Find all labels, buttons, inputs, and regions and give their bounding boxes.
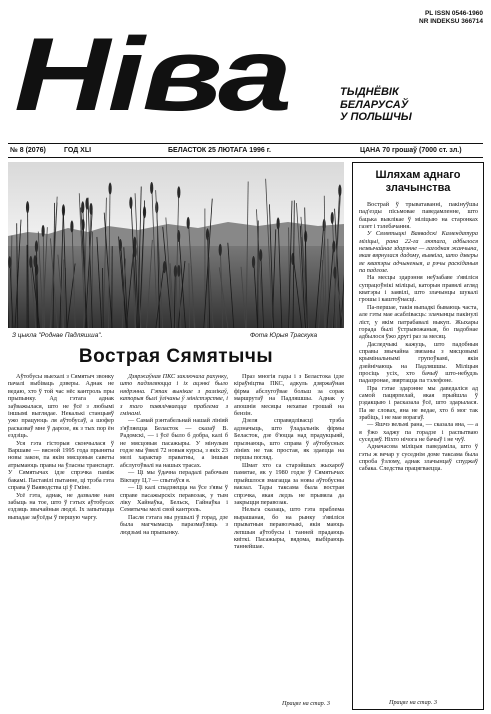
issn-number: PL ISSN 0546-1960 — [424, 10, 483, 17]
sidebar-headline — [353, 169, 483, 195]
reed-head — [35, 241, 38, 253]
sidebar-paragraph: У Сямятыцкі Ваявадскі Камендатура міліцыі, рана 22-га лютага, адбылося незвычайнае здарэнне — лагодная жанчына, якая вярнулася дадому, выявіла, што дзверы яе кватэры адчыненыя, а рэчы раскіданыя па падлозе. — [359, 230, 478, 275]
reed-head — [219, 244, 222, 256]
sidebar-paragraph: Адначасова міліцыя паведаміла, што ў гэты ж вечар у суседнім доме таксама была спроба ўзлому, аднак злачынцаў спуджаў сабака. Следства працягваецца. — [359, 443, 478, 473]
reed-head — [42, 225, 45, 237]
sidebar-paragraph: Па-першае, такія выпадкі бываюць часта, але гэты мае асаблівасць: злачынцы пакінулі ліст, у якім патрабавалі выкуп. Жыхары горада былі ўстрывожаныя, бо падобнае адбылося ўжо другі раз за месяц. — [359, 303, 478, 341]
issn-block — [419, 10, 483, 26]
sidebar-paragraph: Пра гэтае здарэнне мы даведаліся ад самой пацярпелай, якая прыйшла ў рэдакцыю і расказала ўсё, што здарылася. Па яе словах, яна не ведае, хто б мог так зрабіць, і не мае ворагаў. — [359, 384, 478, 421]
issue-date: БЕЛАСТОК 25 ЛЮТАГА 1996 г. — [168, 147, 271, 154]
sidebar-article — [352, 162, 484, 710]
front-photo — [8, 162, 344, 328]
tagline-line: У ПОЛЬШЧЫ — [340, 111, 412, 123]
reed-head — [177, 186, 180, 198]
photo-credit: Фота Юрыя Траскука — [250, 332, 318, 339]
sidebar-headline-line: Шляхам аднаго — [375, 169, 461, 181]
reed-head — [29, 256, 32, 268]
article-paragraph: — Самай рэнтабельнай нашай лініяй з'яўляецца Беласток — сказаў В. Радомскі, — і ўсё было б добра, калі б не мясцовыя пасажыры. У мінулым годзе мы ўвялі 72 новыя курсы, з якіх 23 мелі характар праватны, а іншыя абслугоўвалі на нашых трасах. — [120, 417, 228, 469]
reed-head — [174, 265, 177, 277]
article-column-2 — [120, 373, 228, 709]
tagline-line: ТЫДНЁВІК — [340, 86, 399, 98]
reed-head — [277, 217, 280, 229]
article-paragraph: Дзяржаўная ПКС заключала рахунку, што падзяляюцца і іх ацэнкі было нядрэнна. Гэтак вынікае з разлікаў, каторыя былі ўлічаны ў міністэрстве, і з таго павялічваецца праблема з гмінамі. — [120, 373, 228, 418]
sidebar-paragraph: — Яшчэ вельмі рана, — сказала яна, — а я ўжо хаджу па горадзе і распытваю суседзяў. Ніхто нічога не бачыў і не чуў. — [359, 421, 478, 443]
reed-head — [331, 212, 334, 224]
reed-head — [109, 183, 112, 195]
reed-head — [252, 256, 255, 268]
article-paragraph: — Ці мы ўдачна перадалі рабочым Віктару Ц.? — спытаўся я. — [120, 469, 228, 484]
index-number: NR INDEKSU 366714 — [419, 18, 483, 25]
tagline — [340, 86, 412, 124]
sidebar-paragraph: На месцы здарэння неўзабаве з'явіліся супрацоўнікі міліцыі, каторыя правялі агляд кватэры і заявілі, што злачынцы шукалі грошы і каштоўнасці. — [359, 274, 478, 304]
article-paragraph: Уся гэта гісторыя скончылася ў Варшаве — вясной 1995 года прыняты новы закон, па якім мясцовыя саветы атрымаюць правы на ўласны транспарт. У Сямятычах ідзе спрэчка паміж бакамі. Паставілі пытанне, ці трэба гэта справа ў Ваяводства ці ў Гміне. — [8, 439, 114, 492]
sidebar-paragraph: Вострай ў трыватаванні, пакінуўшы пад'езды пісьмовае паведамленне, што бацька выклікае ў міліцыю на старонках газет і тэлебачання. — [359, 201, 478, 231]
reed-head — [150, 182, 153, 194]
reed-head — [33, 255, 36, 267]
masthead — [0, 0, 491, 140]
article-continued-link[interactable]: Працяг на стар. 3 — [282, 700, 330, 707]
reed-head — [85, 198, 88, 210]
article-paragraph: Праз многія гады і з Беластока ідзе кіраўніцтва ПКС, адкуль дзяржаўная фірма абслугоўвае больш за сорак маршрутаў на Падляшшы. Аднак у апошнія месяцы нехапае грошай на бензін. — [234, 373, 344, 418]
article-paragraph: Аўтобусы выехалі з Сямятыч звонку пачалі выбіваць дзверы. Аднак не ведаю, хто ў той час нёс кантроль пры прыпынку. Ад гэтага аднак заўважылася, што не ўсё з любымі іншымі выглядае. Некалькі станцыяў ужо працуюць ля аўтобусаў, а шофер расказваў мне ў дарозе, як з тых пор ён ездзіць. — [8, 373, 114, 440]
issue-number: № 8 (2076) — [10, 147, 46, 154]
issue-year: ГОД XLI — [64, 147, 92, 154]
reed-head — [187, 217, 190, 229]
sidebar-paragraph: Даследчыкі кажуць, што падобныя справы звычайна звязаны з мясцовымі крымінальнымі групоўкамі, якія дзейнічаюць на Падляшшы. Міліцыя просіць усіх, хто бачыў што-небудзь падазронае, звяртацца па тэлефоне. — [359, 340, 478, 385]
sidebar-headline-line: злачынства — [385, 182, 451, 194]
reed-head — [26, 201, 29, 213]
reed-head — [8, 256, 11, 268]
reed-head — [259, 249, 262, 261]
issue-price: ЦАНА 70 грошаў (7000 ст. зл.) — [360, 147, 462, 154]
main-headline: Вострая Сямятычы — [78, 346, 274, 367]
article-paragraph: — Ці калі спадзяецца на ўсе з'явы ў справе пасажырскіх перавозак, у тым ліку Хайнаўка, Бельск, Гайнаўка і Семятычы мелі свой кантроль. — [120, 484, 228, 514]
reed-head — [89, 203, 92, 215]
reed-head — [133, 246, 136, 258]
reed-head — [177, 265, 180, 277]
photo-caption: З цыкла "Роднае Падляшша". — [12, 332, 103, 339]
reed-head — [163, 261, 166, 273]
reed-head — [81, 201, 84, 213]
article-paragraph: Дзеля справядлівасці трэба адзначыць, што ўладальнік фірмы Беласток, дзе б'юцца над прадукцыяй, прызнаюць, што справа ў аўтобусных лініях не так простая, як здаецца на першы погляд. — [234, 417, 344, 462]
article-column-1 — [8, 373, 114, 709]
reed-head — [119, 239, 122, 251]
reed-head — [70, 221, 73, 233]
reed-head — [338, 185, 341, 197]
reed-head — [129, 197, 132, 209]
sidebar-body — [359, 201, 478, 691]
issue-info-bar — [8, 143, 483, 158]
article-column-3 — [234, 373, 344, 709]
reeds-landscape-image — [8, 162, 344, 328]
article-paragraph: Пасля гэтага мы рушылі ў горад, дзе была магчымасць паразмаўляць з людзьмі на прыпынку. — [120, 513, 228, 536]
article-paragraph: Нельга сказаць, што гэта праблема вырашаная, бо на рынку з'явіліся прыватныя перавозчыкі, якія маюць лепшыя аўтобусы і танней прадаюць квіткі. Пасажыры, вядома, выбіраюць таннейшае. — [234, 506, 344, 551]
article-paragraph: Шмат хто са старэйшых жыхароў памятае, як у 1980 годзе ў Сямятычах прыйшлося змагацца за новы аўтобусны вакзал. Тады таксама была вострая спрэчка, якая ледзь не прывяла да закрыцця перавозак. — [234, 461, 344, 506]
tagline-line: БЕЛАРУСАЎ — [340, 98, 409, 111]
article-paragraph: Усё гэта, аднак, не дазваляе нам забыць на тое, што ў гэтых аўтобусах ездзяць звычайныя людзі. Іх запытацца выпадае заўсёды ў першую чаргу. — [8, 491, 114, 521]
reed-head — [332, 241, 335, 253]
newspaper-logo: Ніва — [14, 17, 290, 133]
sidebar-continued-link[interactable]: Працяг на стар. 3 — [389, 699, 437, 706]
reed-head — [333, 267, 336, 279]
